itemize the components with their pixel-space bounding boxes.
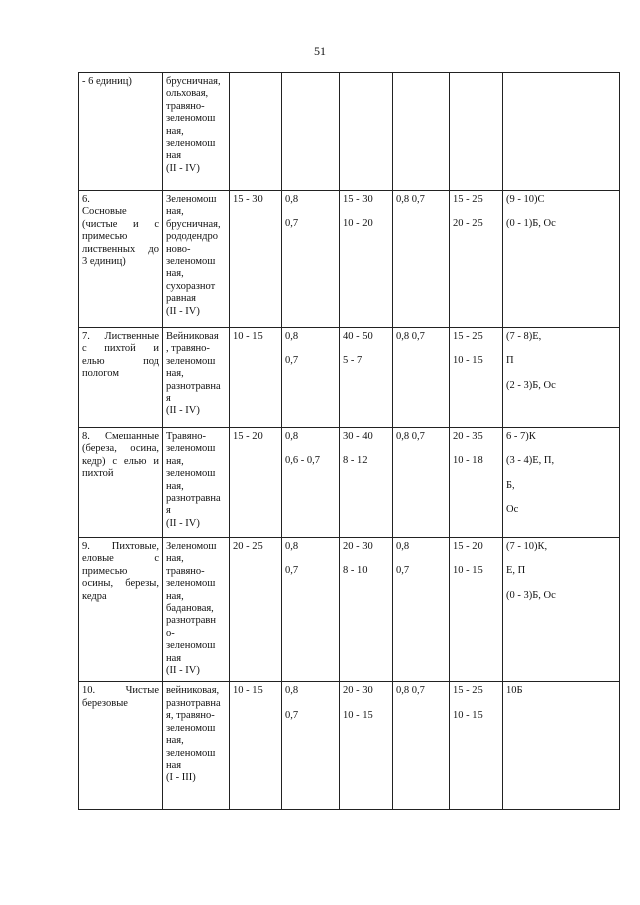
col6-cell-line: 0,7 xyxy=(396,565,410,577)
col6-cell xyxy=(393,73,450,191)
density-cell xyxy=(282,538,340,682)
group-cell-line: 8. Смешанные xyxy=(82,431,159,442)
col7-cell-line: 10 - 15 xyxy=(453,565,483,577)
group-cell-line: кедр) с елью и xyxy=(82,455,159,467)
col7-cell xyxy=(450,328,503,428)
density-cell-line: 0,7 xyxy=(285,565,299,577)
group-cell xyxy=(79,682,163,810)
forest-type-cell-line: (II - IV) xyxy=(166,162,200,174)
group-cell-line: еловые с xyxy=(82,553,159,565)
table-row xyxy=(79,328,620,428)
height-cell xyxy=(340,538,393,682)
forest-type-cell-line: , травяно- xyxy=(166,343,210,355)
height-cell-line: 40 - 50 xyxy=(343,331,373,342)
forest-type-cell-line: (II - IV) xyxy=(166,665,200,677)
composition-cell-line: 10Б xyxy=(506,685,523,697)
forest-type-cell-line: ная xyxy=(166,759,182,771)
group-cell-line: елью под xyxy=(82,355,159,367)
forest-type-cell-line: разнотравн xyxy=(166,615,216,627)
forest-type-cell-line: я xyxy=(166,505,171,517)
forest-type-cell-line: зеленомош xyxy=(166,443,216,455)
group-cell xyxy=(79,328,163,428)
age-cell xyxy=(230,73,282,191)
forest-type-cell-line: равная xyxy=(166,293,196,305)
density-cell-line: 0,8 xyxy=(285,331,299,342)
density-cell-line: 0,8 xyxy=(285,541,299,552)
forest-type-cell-line: зеленомош xyxy=(166,747,216,759)
age-cell-line: 10 - 15 xyxy=(233,685,263,697)
col7-cell xyxy=(450,428,503,538)
group-cell-line: - 6 единиц) xyxy=(82,76,132,87)
forest-type-cell-line: зеленомош xyxy=(166,355,216,367)
col7-cell-line: 15 - 25 xyxy=(453,331,483,342)
forest-type-cell-line: зеленомош xyxy=(166,578,216,590)
density-cell xyxy=(282,682,340,810)
forest-type-cell-line: я, травяно- xyxy=(166,710,215,722)
composition-cell-line: (0 - 1)Б, Ос xyxy=(506,218,556,230)
density-cell-line: 0,7 xyxy=(285,218,299,230)
density-cell xyxy=(282,328,340,428)
col7-cell-line: 20 - 35 xyxy=(453,431,483,442)
age-cell-line: 20 - 25 xyxy=(233,541,263,552)
forest-type-cell-line: разнотравна xyxy=(166,697,221,709)
density-cell-line: 0,7 xyxy=(285,709,299,721)
composition-cell xyxy=(503,538,620,682)
forest-type-cell-line: зеленомош xyxy=(166,138,216,150)
col7-cell xyxy=(450,538,503,682)
forest-type-cell-line: зеленомош xyxy=(166,468,216,480)
density-cell-line: 0,8 xyxy=(285,194,299,205)
table-row xyxy=(79,428,620,538)
height-cell-line: 30 - 40 xyxy=(343,431,373,442)
forest-type-cell-line: ная, xyxy=(166,480,184,492)
col6-cell xyxy=(393,538,450,682)
density-cell-line: 0,7 xyxy=(285,355,299,367)
forest-type-cell-line: ная, xyxy=(166,590,184,602)
col6-cell xyxy=(393,682,450,810)
col6-cell-line: 0,8 0,7 xyxy=(396,194,425,205)
forest-type-cell xyxy=(163,73,230,191)
group-cell-line: 6. xyxy=(82,194,90,205)
composition-cell xyxy=(503,682,620,810)
density-cell-line: 0,6 - 0,7 xyxy=(285,455,320,467)
forest-type-cell-line: разнотравна xyxy=(166,493,221,505)
height-cell xyxy=(340,428,393,538)
forest-type-cell-line: ная, xyxy=(166,268,184,280)
forest-type-cell-line: травяно- xyxy=(166,565,205,577)
composition-cell-line: (9 - 10)С xyxy=(506,194,545,205)
height-cell xyxy=(340,682,393,810)
forest-type-cell-line: о- xyxy=(166,627,175,639)
group-cell-line: примесью xyxy=(82,565,128,577)
forest-type-cell-line: ная, xyxy=(166,735,184,747)
age-cell xyxy=(230,682,282,810)
col7-cell-line: 15 - 20 xyxy=(453,541,483,552)
age-cell-line: 10 - 15 xyxy=(233,331,263,342)
height-cell-line: 8 - 12 xyxy=(343,455,368,467)
composition-cell-line: П xyxy=(506,355,514,367)
height-cell-line: 5 - 7 xyxy=(343,355,363,367)
forest-type-cell-line: разнотравна xyxy=(166,380,221,392)
forest-type-cell-line: (II - IV) xyxy=(166,305,200,317)
composition-cell xyxy=(503,73,620,191)
forest-type-cell-line: Вейниковая xyxy=(166,331,219,342)
age-cell-line: 15 - 30 xyxy=(233,194,263,205)
group-cell-line: 10. Чистые xyxy=(82,685,159,697)
forest-type-cell-line: Зеленомош xyxy=(166,194,217,205)
density-cell-line: 0,8 xyxy=(285,685,299,697)
forest-type-cell-line: рододендро xyxy=(166,231,218,243)
density-cell xyxy=(282,191,340,328)
col7-cell xyxy=(450,191,503,328)
forest-type-cell-line: Травяно- xyxy=(166,431,206,442)
age-cell xyxy=(230,328,282,428)
group-cell-line: Сосновые xyxy=(82,206,127,218)
col6-cell-line: 0,8 xyxy=(396,541,410,552)
forest-type-cell-line: зеленомош xyxy=(166,722,216,734)
col7-cell-line: 10 - 18 xyxy=(453,455,483,467)
col6-cell xyxy=(393,328,450,428)
table-row xyxy=(79,682,620,810)
density-cell-line: 0,8 xyxy=(285,431,299,442)
density-cell xyxy=(282,73,340,191)
table-row xyxy=(79,538,620,682)
composition-cell-line: (0 - 3)Б, Ос xyxy=(506,589,556,601)
group-cell-line: 9. Пихтовые, xyxy=(82,541,159,552)
col7-cell xyxy=(450,682,503,810)
height-cell-line: 10 - 20 xyxy=(343,218,373,230)
forest-type-cell-line: ная xyxy=(166,652,182,664)
forest-type-cell-line: брусничная, xyxy=(166,76,221,87)
col7-cell-line: 15 - 25 xyxy=(453,194,483,205)
group-cell-line: (береза, осина, xyxy=(82,443,159,455)
forest-type-cell xyxy=(163,191,230,328)
col6-cell xyxy=(393,428,450,538)
forest-table xyxy=(78,72,620,810)
group-cell-line: пологом xyxy=(82,368,119,380)
group-cell-line: 7. Лиственные xyxy=(82,331,159,342)
composition-cell xyxy=(503,328,620,428)
col7-cell xyxy=(450,73,503,191)
forest-type-cell-line: (II - IV) xyxy=(166,405,200,417)
forest-type-cell-line: сухоразнот xyxy=(166,280,216,292)
col6-cell xyxy=(393,191,450,328)
forest-type-cell xyxy=(163,538,230,682)
forest-type-cell xyxy=(163,428,230,538)
height-cell-line: 15 - 30 xyxy=(343,194,373,205)
forest-type-cell-line: зеленомош xyxy=(166,256,216,268)
col7-cell-line: 15 - 25 xyxy=(453,685,483,697)
group-cell xyxy=(79,73,163,191)
group-cell xyxy=(79,191,163,328)
density-cell xyxy=(282,428,340,538)
group-cell-line: осины, березы, xyxy=(82,578,159,590)
height-cell-line: 8 - 10 xyxy=(343,565,368,577)
composition-cell-line: (3 - 4)Е, П, xyxy=(506,455,555,467)
composition-cell-line: (7 - 10)К, xyxy=(506,541,548,552)
forest-type-cell-line: ная, xyxy=(166,553,184,565)
height-cell-line: 20 - 30 xyxy=(343,541,373,552)
table-row xyxy=(79,73,620,191)
forest-type-cell-line: брусничная, xyxy=(166,218,221,230)
group-cell-line: лиственных до xyxy=(82,243,159,255)
group-cell-line: кедра xyxy=(82,590,107,602)
group-cell xyxy=(79,428,163,538)
forest-type-cell-line: травяно- xyxy=(166,100,205,112)
composition-cell-line: (2 - 3)Б, Ос xyxy=(506,379,556,391)
composition-cell xyxy=(503,428,620,538)
group-cell xyxy=(79,538,163,682)
forest-type-cell-line: Зеленомош xyxy=(166,541,217,552)
height-cell-line: 20 - 30 xyxy=(343,685,373,697)
col7-cell-line: 10 - 15 xyxy=(453,355,483,367)
age-cell-line: 15 - 20 xyxy=(233,431,263,442)
group-cell-line: 3 единиц) xyxy=(82,256,126,268)
page-number: 51 xyxy=(314,44,326,58)
forest-type-cell-line: зеленомош xyxy=(166,640,216,652)
forest-type-cell-line: ново- xyxy=(166,243,191,255)
col7-cell-line: 10 - 15 xyxy=(453,709,483,721)
forest-type-cell-line: зеленомош xyxy=(166,113,216,125)
forest-type-cell-line: ольховая, xyxy=(166,88,209,100)
height-cell xyxy=(340,191,393,328)
group-cell-line: пихтой xyxy=(82,468,114,480)
forest-type-cell-line: ная, xyxy=(166,455,184,467)
group-cell-line: березовые xyxy=(82,697,128,709)
forest-type-cell-line: я xyxy=(166,393,171,405)
forest-type-cell-line: бадановая, xyxy=(166,603,214,615)
composition-cell-line: (7 - 8)Е, xyxy=(506,331,542,342)
forest-type-cell-line: ная, xyxy=(166,368,184,380)
height-cell xyxy=(340,73,393,191)
forest-type-cell-line: (II - IV) xyxy=(166,517,200,529)
group-cell-line: примесью xyxy=(82,231,128,243)
composition-cell-line: Б, xyxy=(506,479,515,491)
forest-type-cell xyxy=(163,682,230,810)
height-cell xyxy=(340,328,393,428)
forest-type-cell-line: вейниковая, xyxy=(166,685,220,697)
col7-cell-line: 20 - 25 xyxy=(453,218,483,230)
forest-type-cell xyxy=(163,328,230,428)
composition-cell-line: 6 - 7)К xyxy=(506,431,536,442)
age-cell xyxy=(230,538,282,682)
age-cell xyxy=(230,191,282,328)
composition-cell-line: Е, П xyxy=(506,565,526,577)
col6-cell-line: 0,8 0,7 xyxy=(396,685,425,697)
col6-cell-line: 0,8 0,7 xyxy=(396,431,425,442)
forest-type-cell-line: ная, xyxy=(166,206,184,218)
group-cell-line: с пихтой и xyxy=(82,343,159,355)
forest-type-cell-line: ная xyxy=(166,150,182,162)
col6-cell-line: 0,8 0,7 xyxy=(396,331,425,342)
forest-type-cell-line: (I - III) xyxy=(166,772,196,784)
composition-cell-line: Ос xyxy=(506,504,519,516)
height-cell-line: 10 - 15 xyxy=(343,709,373,721)
age-cell xyxy=(230,428,282,538)
composition-cell xyxy=(503,191,620,328)
group-cell-line: (чистые и с xyxy=(82,218,159,230)
table-row xyxy=(79,191,620,328)
forest-type-cell-line: ная, xyxy=(166,125,184,137)
